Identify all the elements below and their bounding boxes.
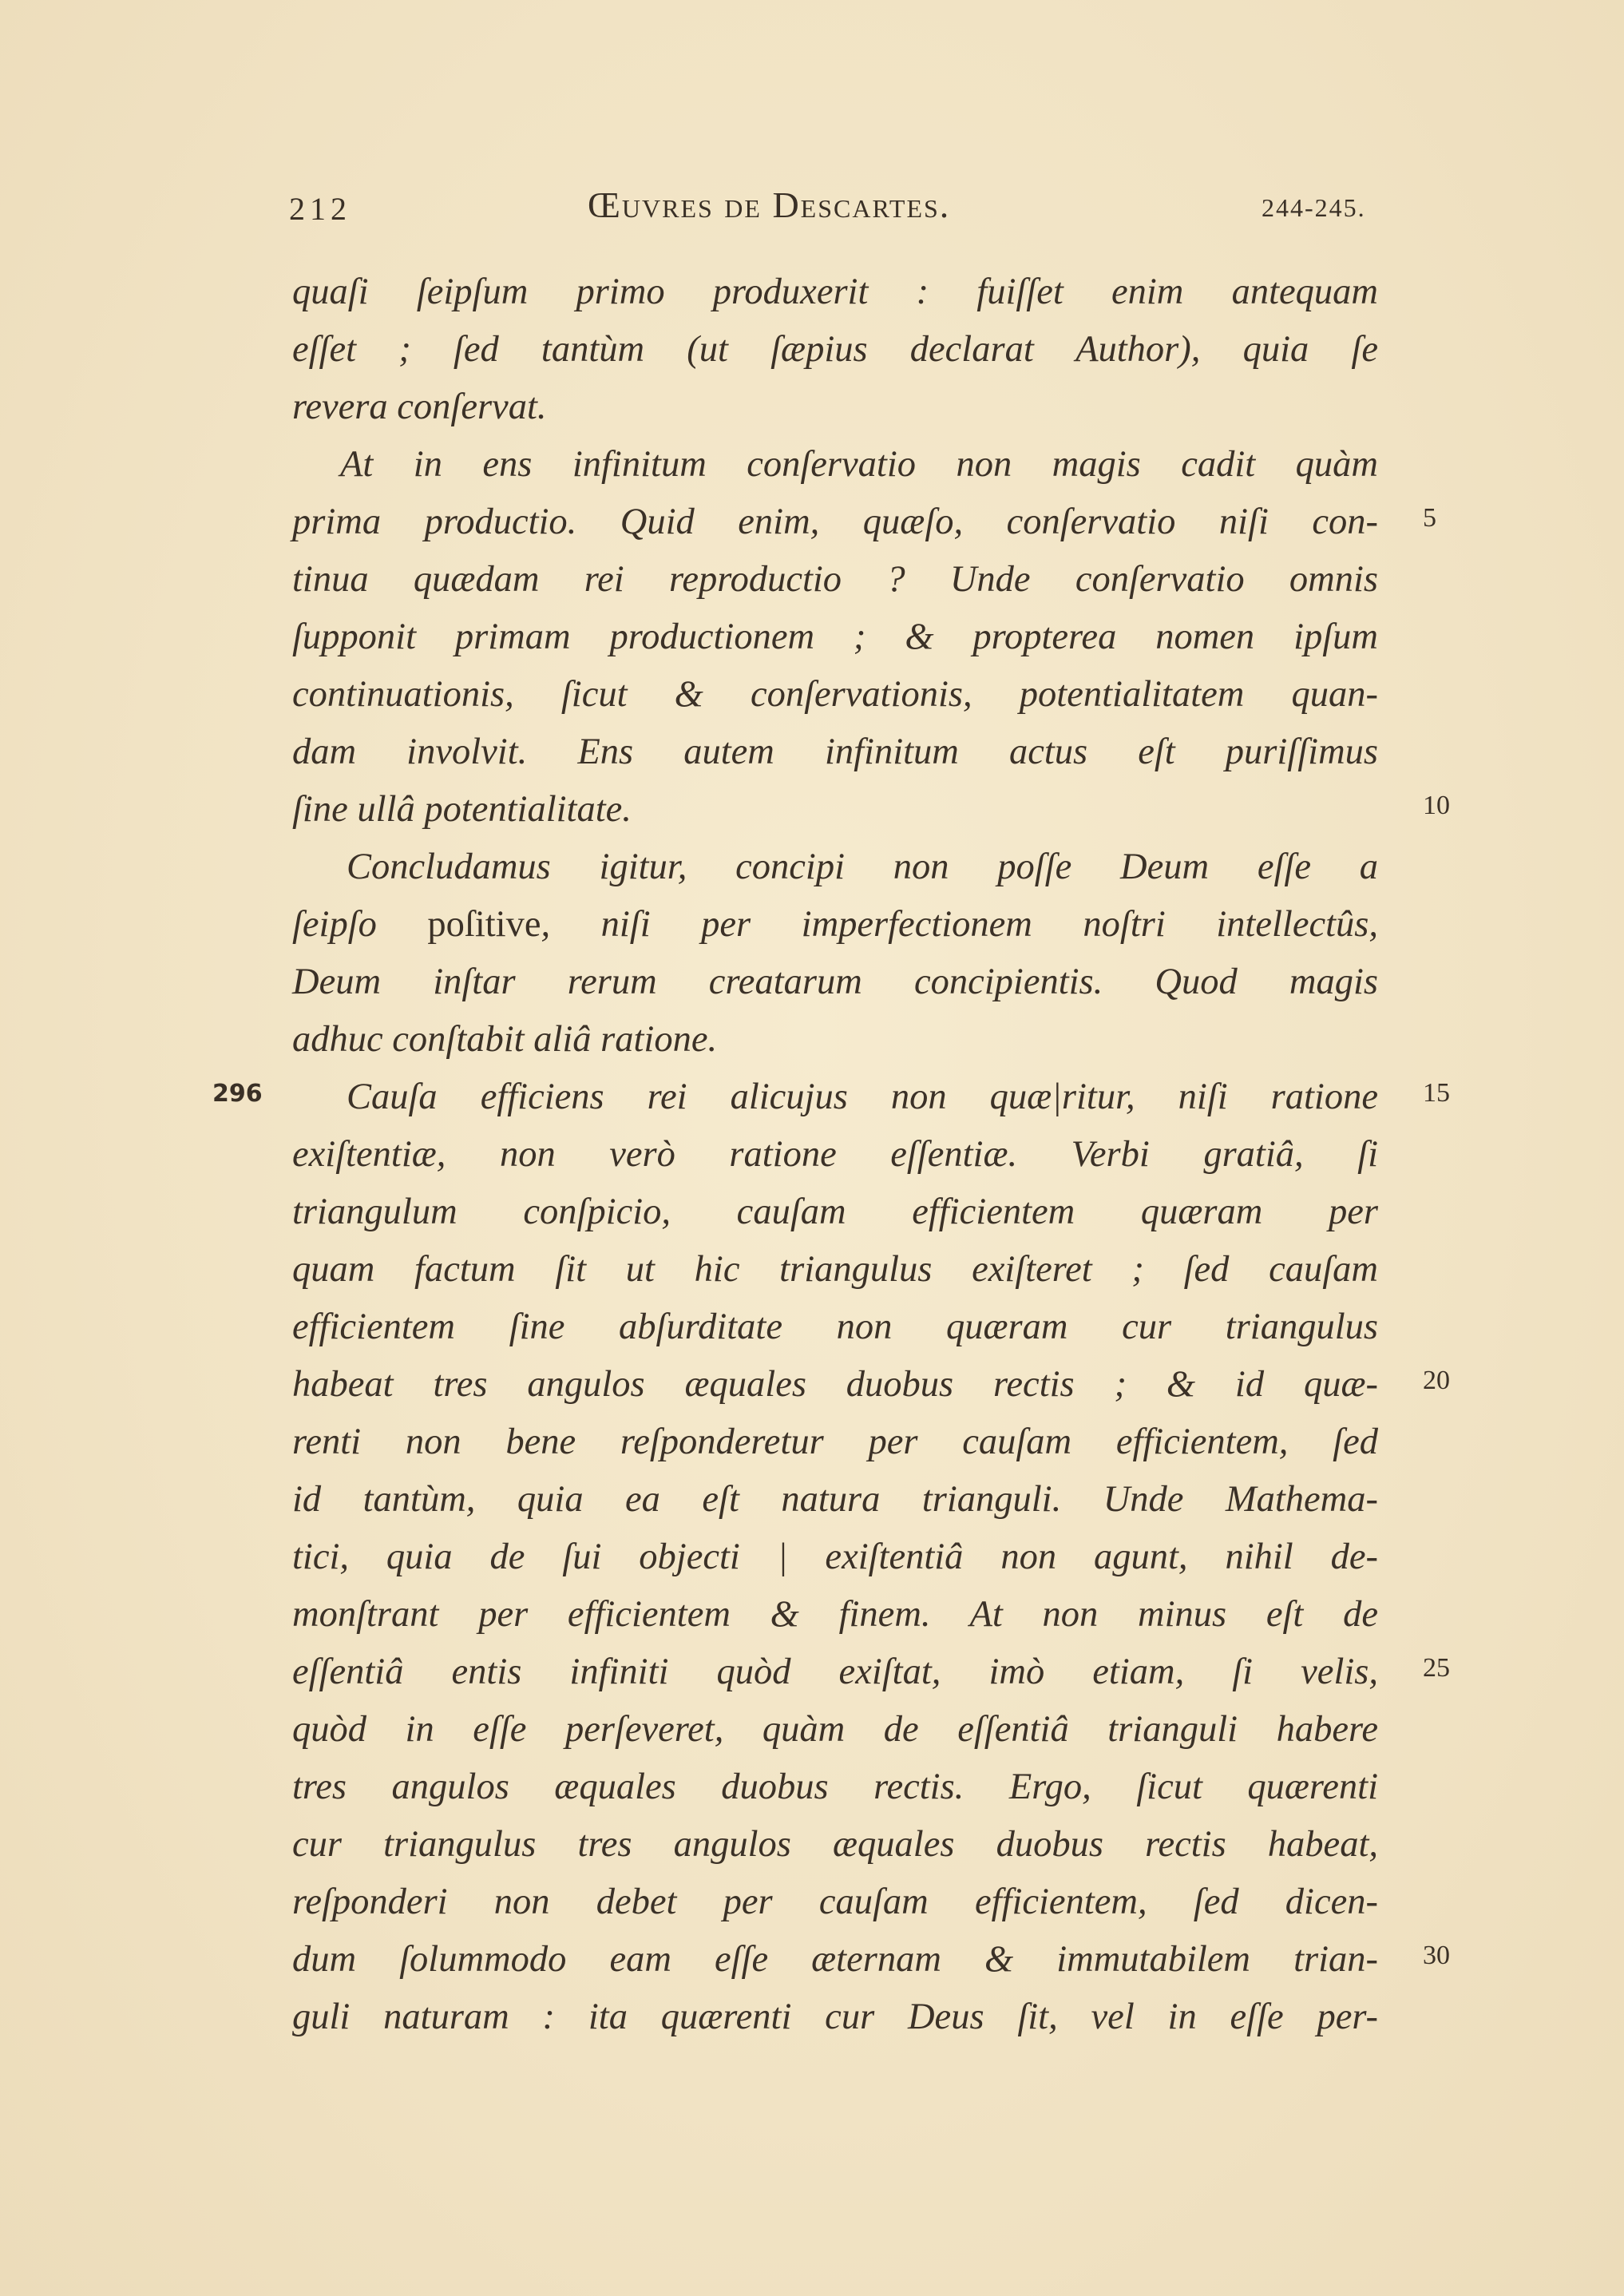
text-line: triangulum conſpicio, cauſam efficientem quæram per (292, 1192, 1378, 1232)
upright-word: poſitive (427, 904, 541, 945)
text-line: Deum inſtar rerum creatarum concipientis. Quod magis (292, 962, 1378, 1002)
text-line: efficientem ſine abſurditate non quæram cur triangulus (292, 1307, 1378, 1347)
line-number-marker: 20 (1423, 1366, 1450, 1395)
text-line: renti non bene reſponderetur per cauſam efficientem, ſed (292, 1422, 1378, 1462)
text-line: tres angulos æquales duobus rectis. Ergo, ſicut quærenti (292, 1767, 1378, 1807)
text-line: prima productio. Quid enim, quæſo, conſervatio niſi con- (292, 502, 1378, 542)
text-line: ſupponit primam productionem ; & propterea nomen ipſum (292, 617, 1378, 657)
text-line: reſponderi non debet per cauſam efficientem, ſed dicen- (292, 1882, 1378, 1922)
paragraph-start-line: Cauſa efficiens rei alicujus non quæ|ritur, niſi ratione (347, 1077, 1378, 1117)
running-header (0, 184, 1624, 240)
text-line: tinua quædam rei reproductio ? Unde conſervatio omnis (292, 559, 1378, 600)
paragraph-start-line: At in ens infinitum conſervatio non magis cadit quàm (340, 444, 1378, 485)
line-number-marker: 15 (1423, 1078, 1450, 1108)
line-number-marker: 5 (1423, 503, 1436, 533)
text-line: quam factum ſit ut hic triangulus exiſteret ; ſed cauſam (292, 1249, 1378, 1290)
paragraph-start-line: Concludamus igitur, concipi non poſſe Deum eſſe a (347, 847, 1378, 887)
column-reference: 244-245. (1262, 193, 1366, 222)
text-line: exiſtentiæ, non verò ratione eſſentiæ. Verbi gratiâ, ſi (292, 1134, 1378, 1175)
text-line: eſſet ; ſed tantùm (ut ſæpius declarat Author), quia ſe (292, 329, 1378, 370)
text-line: revera conſervat. (292, 387, 547, 427)
text-line: guli naturam : ita quærenti cur Deus ſit, vel in eſſe per- (292, 1997, 1378, 2037)
line-number-marker: 10 (1423, 791, 1450, 820)
text-fragment: ſeipſo (292, 904, 428, 945)
text-fragment: , niſi per imperfectionem noſtri intellectûs, (541, 904, 1378, 945)
text-line: quaſi ſeipſum primo produxerit : fuiſſet enim antequam (292, 272, 1378, 312)
text-line: habeat tres angulos æquales duobus rectis ; & id quæ- (292, 1364, 1378, 1405)
text-line: dam involvit. Ens autem infinitum actus eſt puriſſimus (292, 732, 1378, 772)
line-number-marker: 30 (1423, 1941, 1450, 1970)
text-line: eſſentiâ entis infiniti quòd exiſtat, imò etiam, ſi velis, (292, 1652, 1378, 1692)
text-line: continuationis, ſicut & conſervationis, potentialitatem quan- (292, 674, 1378, 715)
running-title: Œuvres de Descartes. (588, 184, 951, 225)
text-line: cur triangulus tres angulos æquales duobus rectis habeat, (292, 1824, 1378, 1865)
text-line: dum ſolummodo eam eſſe æternam & immutabilem trian- (292, 1939, 1378, 1980)
text-line: monſtrant per efficientem & finem. At non minus eſt de (292, 1594, 1378, 1635)
page-number: 212 (289, 191, 351, 227)
text-line: tici, quia de ſui objecti | exiſtentiâ non agunt, nihil de- (292, 1537, 1378, 1577)
text-line: adhuc conſtabit aliâ ratione. (292, 1019, 718, 1060)
line-number-marker: 25 (1423, 1653, 1450, 1683)
text-line: ſine ullâ potentialitate. (292, 789, 632, 830)
text-line: quòd in eſſe perſeveret, quàm de eſſentiâ trianguli habere (292, 1709, 1378, 1750)
text-line-mixed (292, 896, 1378, 954)
edition-page-marker: 296 (212, 1080, 263, 1108)
text-line: id tantùm, quia ea eſt natura trianguli. Unde Mathema- (292, 1479, 1378, 1520)
